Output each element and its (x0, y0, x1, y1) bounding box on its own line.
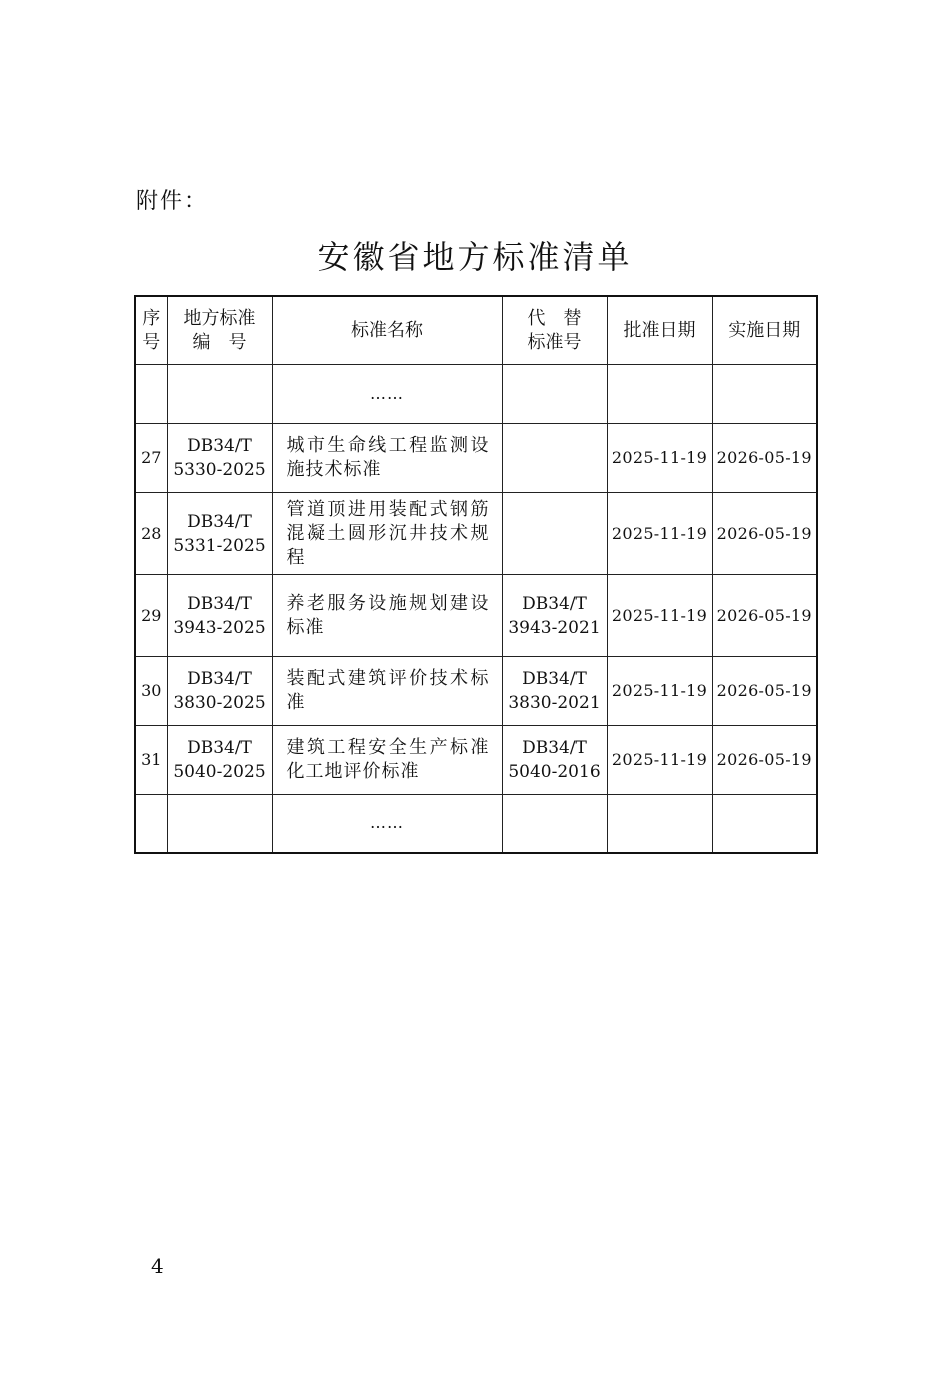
row-standard-name: 养老服务设施规划建设标准 (272, 575, 502, 657)
table-cell (712, 795, 817, 853)
code-line2: 5331-2025 (173, 535, 266, 556)
row-approve-date: 2025-11-19 (607, 493, 712, 575)
code-line2: 5040-2025 (173, 762, 266, 782)
header-effective-date: 实施日期 (712, 296, 817, 365)
replace-line2: 3830-2021 (508, 693, 601, 713)
header-replaced-standard (502, 296, 607, 365)
row-standard-name: 城市生命线工程监测设施技术标准 (272, 424, 502, 493)
header-index (135, 296, 167, 365)
row-index: 29 (135, 575, 167, 657)
replace-line1: DB34/T (522, 669, 587, 689)
page-number: 4 (151, 1254, 164, 1278)
row-index: 30 (135, 657, 167, 726)
row-effective-date: 2026-05-19 (712, 493, 817, 575)
row-index: 31 (135, 726, 167, 795)
table-cell (712, 365, 817, 424)
replace-line1: DB34/T (522, 593, 587, 614)
row-standard-name: 建筑工程安全生产标准化工地评价标准 (272, 726, 502, 795)
code-line1: DB34/T (187, 669, 252, 689)
row-approve-date: 2025-11-19 (607, 726, 712, 795)
code-line2: 3830-2025 (173, 693, 266, 713)
header-replace-line2: 标准号 (527, 331, 582, 353)
page-title: 安徽省地方标准清单 (317, 238, 633, 276)
row-replaced-standard (502, 575, 607, 657)
table-cell (135, 365, 167, 424)
standards-table (134, 295, 818, 854)
table-row-ellipsis-top (135, 365, 817, 424)
row-standard-code (167, 726, 272, 795)
code-line1: DB34/T (187, 436, 252, 456)
header-standard-code (167, 296, 272, 365)
row-approve-date: 2025-11-19 (607, 424, 712, 493)
row-index: 27 (135, 424, 167, 493)
row-standard-code (167, 424, 272, 493)
header-code-line1: 地方标准 (183, 307, 256, 329)
header-approve-date: 批准日期 (607, 296, 712, 365)
table-cell (607, 365, 712, 424)
row-standard-code (167, 657, 272, 726)
row-approve-date: 2025-11-19 (607, 657, 712, 726)
attachment-label: 附件： (136, 189, 209, 214)
ellipsis-top: …… (272, 365, 502, 424)
header-index-line2: 号 (142, 331, 161, 353)
code-line1: DB34/T (187, 593, 252, 614)
replace-line2: 3943-2021 (508, 617, 601, 638)
table-row (135, 657, 817, 726)
row-effective-date: 2026-05-19 (712, 657, 817, 726)
table-cell (502, 795, 607, 853)
header-index-line1: 序 (142, 307, 161, 329)
table-row-ellipsis-bottom (135, 795, 817, 853)
row-standard-name: 装配式建筑评价技术标准 (272, 657, 502, 726)
table-cell (135, 795, 167, 853)
header-code-line2: 编 号 (192, 331, 247, 353)
code-line2: 5330-2025 (173, 460, 266, 480)
ellipsis-bottom: …… (272, 795, 502, 853)
table-row (135, 493, 817, 575)
row-approve-date: 2025-11-19 (607, 575, 712, 657)
table-row (135, 575, 817, 657)
code-line2: 3943-2025 (173, 617, 266, 638)
table-row (135, 726, 817, 795)
row-standard-code (167, 493, 272, 575)
header-replace-line1: 代 替 (527, 307, 582, 329)
row-effective-date: 2026-05-19 (712, 726, 817, 795)
row-replaced-standard (502, 726, 607, 795)
table-cell (502, 365, 607, 424)
row-index: 28 (135, 493, 167, 575)
row-replaced-standard (502, 424, 607, 493)
header-standard-name: 标准名称 (272, 296, 502, 365)
row-replaced-standard (502, 657, 607, 726)
row-replaced-standard (502, 493, 607, 575)
row-effective-date: 2026-05-19 (712, 575, 817, 657)
table-header-row (135, 296, 817, 365)
code-line1: DB34/T (187, 511, 252, 532)
code-line1: DB34/T (187, 738, 252, 758)
replace-line2: 5040-2016 (508, 762, 601, 782)
table-cell (167, 795, 272, 853)
table-cell (167, 365, 272, 424)
row-standard-code (167, 575, 272, 657)
table-cell (607, 795, 712, 853)
row-standard-name: 管道顶进用装配式钢筋混凝土圆形沉井技术规程 (272, 493, 502, 575)
row-effective-date: 2026-05-19 (712, 424, 817, 493)
table-row (135, 424, 817, 493)
replace-line1: DB34/T (522, 738, 587, 758)
